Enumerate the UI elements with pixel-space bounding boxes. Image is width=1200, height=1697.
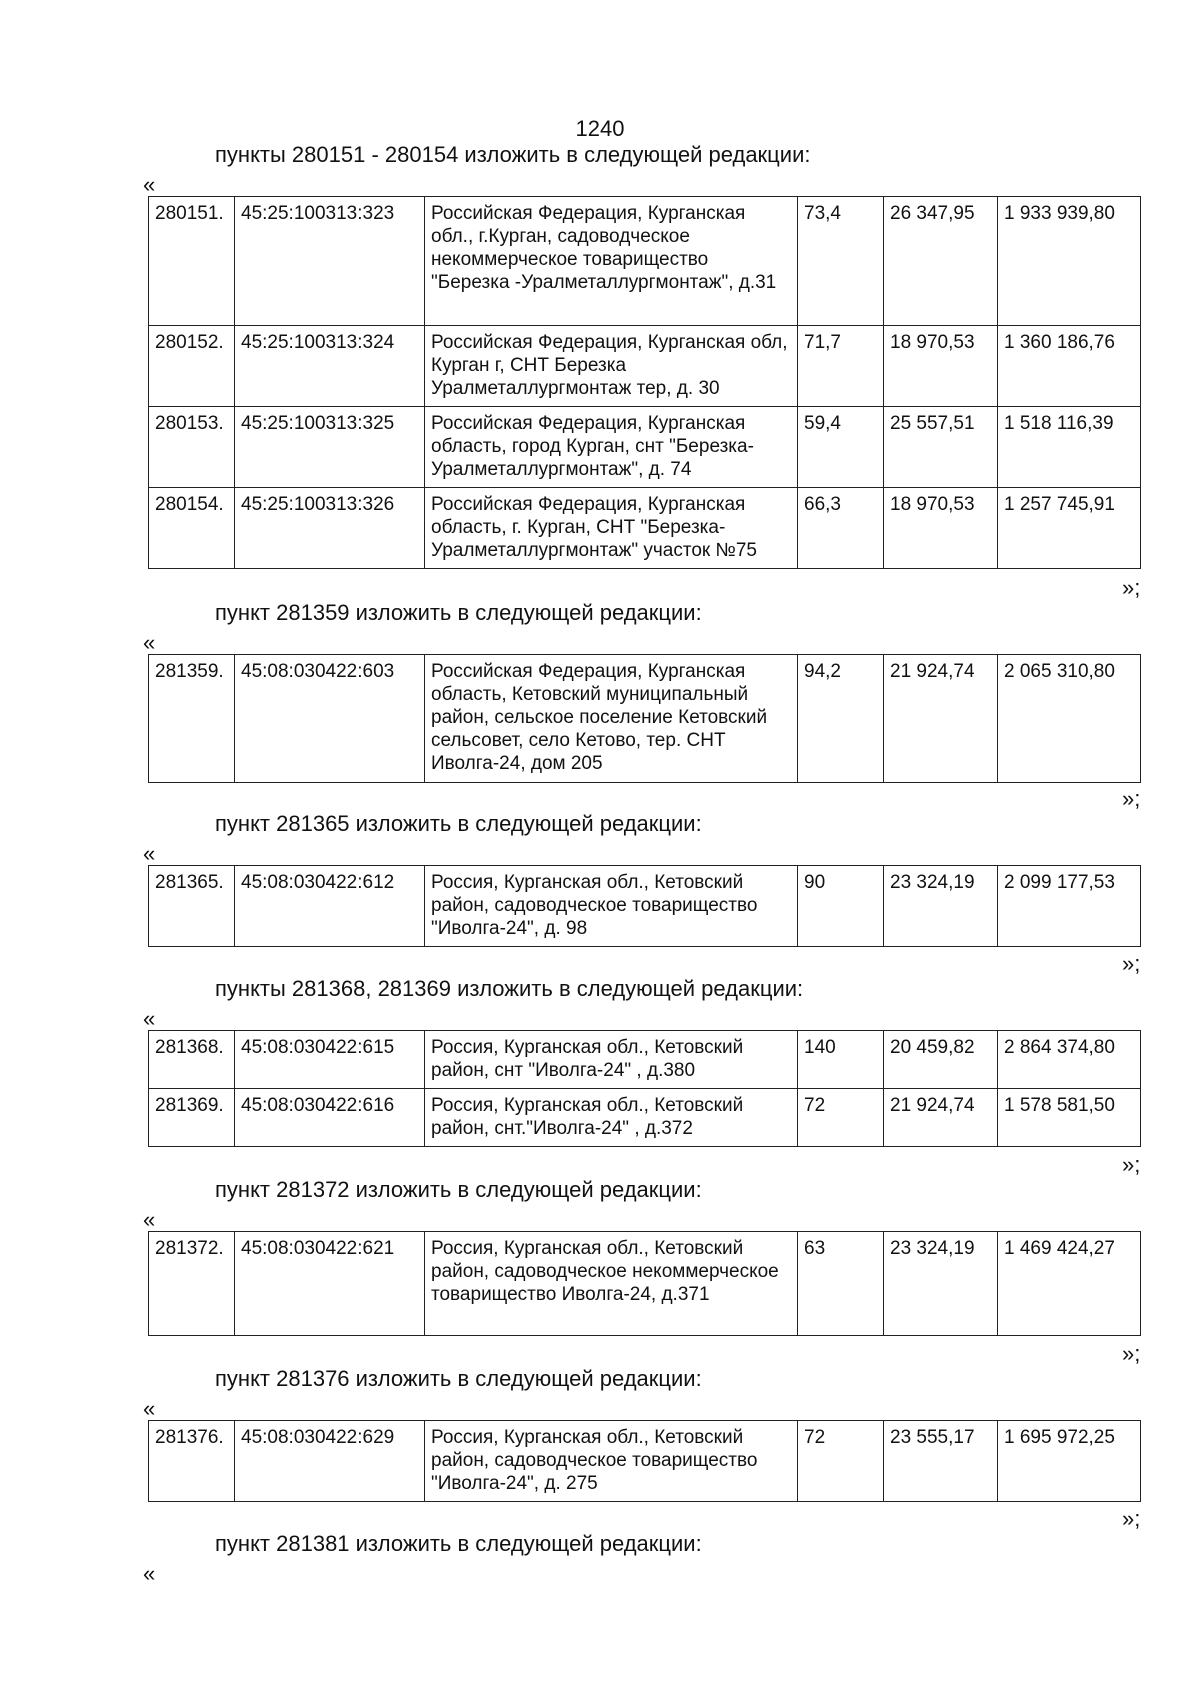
- cadastral-number: 45:25:100313:324: [235, 326, 425, 407]
- unit-price: 25 557,51: [884, 407, 998, 488]
- cadastral-number: 45:08:030422:616: [235, 1089, 425, 1147]
- section-intro: пункт 281381 изложить в следующей редакции:: [215, 1531, 702, 1556]
- address: Российская Федерация, Курганская обл, Курган г, СНТ Березка Уралметаллургмонтаж тер, д. 30: [425, 326, 798, 407]
- address: Российская Федерация, Курганская область, город Курган, снт "Березка-Уралметаллургмонтаж", д. 74: [425, 407, 798, 488]
- area: 90: [798, 866, 884, 947]
- open-quote: «: [143, 172, 156, 197]
- area: 73,4: [798, 197, 884, 326]
- unit-price: 20 459,82: [884, 1031, 998, 1089]
- row-number: 280153.: [149, 407, 235, 488]
- row-number: 280152.: [149, 326, 235, 407]
- cadastral-value: 1 578 581,50: [998, 1089, 1141, 1147]
- cadastral-value: 1 695 972,25: [998, 1421, 1141, 1502]
- close-quote: »;: [1122, 1152, 1141, 1177]
- unit-price: 21 924,74: [884, 655, 998, 783]
- cadastral-value: 2 864 374,80: [998, 1031, 1141, 1089]
- cadastral-number: 45:08:030422:603: [235, 655, 425, 783]
- table-row: [149, 326, 1141, 407]
- unit-price: 18 970,53: [884, 488, 998, 569]
- cadastral-value: 2 065 310,80: [998, 655, 1141, 783]
- cadastral-number: 45:08:030422:621: [235, 1232, 425, 1336]
- row-number: 281376.: [149, 1421, 235, 1502]
- data-table: [148, 1420, 1141, 1502]
- unit-price: 23 555,17: [884, 1421, 998, 1502]
- row-number: 281372.: [149, 1232, 235, 1336]
- open-quote: «: [143, 1396, 156, 1421]
- row-number: 281369.: [149, 1089, 235, 1147]
- section-intro: пункт 281365 изложить в следующей редакции:: [215, 811, 702, 836]
- area: 140: [798, 1031, 884, 1089]
- section-intro: пункт 281376 изложить в следующей редакции:: [215, 1366, 702, 1391]
- section-intro: пункт 281372 изложить в следующей редакции:: [215, 1177, 702, 1202]
- table-row: [149, 1089, 1141, 1147]
- address: Россия, Курганская обл., Кетовский район, садоводческое некоммерческое товарищество Иволга-24, д.371: [425, 1232, 798, 1336]
- cadastral-number: 45:08:030422:612: [235, 866, 425, 947]
- open-quote: «: [143, 630, 156, 655]
- cadastral-value: 1 469 424,27: [998, 1232, 1141, 1336]
- page-number: 1240: [575, 116, 625, 141]
- open-quote: «: [143, 841, 156, 866]
- cadastral-number: 45:08:030422:629: [235, 1421, 425, 1502]
- address: Россия, Курганская обл., Кетовский район, снт."Иволга-24" , д.372: [425, 1089, 798, 1147]
- table-row: [149, 1031, 1141, 1089]
- section-intro: пункты 281368, 281369 изложить в следующей редакции:: [215, 976, 804, 1001]
- row-number: 280154.: [149, 488, 235, 569]
- address: Россия, Курганская обл., Кетовский район, снт "Иволга-24" , д.380: [425, 1031, 798, 1089]
- data-table: [148, 1231, 1141, 1336]
- table-row: [149, 407, 1141, 488]
- cadastral-value: 2 099 177,53: [998, 866, 1141, 947]
- address: Россия, Курганская обл., Кетовский район, садоводческое товарищество "Иволга-24", д. 275: [425, 1421, 798, 1502]
- cadastral-value: 1 360 186,76: [998, 326, 1141, 407]
- cadastral-number: 45:25:100313:325: [235, 407, 425, 488]
- section-intro: пункты 280151 - 280154 изложить в следующей редакции:: [215, 142, 811, 167]
- section-intro: пункт 281359 изложить в следующей редакции:: [215, 600, 702, 625]
- area: 72: [798, 1089, 884, 1147]
- open-quote: «: [143, 1561, 156, 1586]
- unit-price: 26 347,95: [884, 197, 998, 326]
- area: 71,7: [798, 326, 884, 407]
- address: Российская Федерация, Курганская область, г. Курган, СНТ "Березка-Уралметаллургмонтаж" участок №75: [425, 488, 798, 569]
- data-table: [148, 865, 1141, 947]
- cadastral-number: 45:08:030422:615: [235, 1031, 425, 1089]
- unit-price: 23 324,19: [884, 866, 998, 947]
- close-quote: »;: [1122, 951, 1141, 976]
- row-number: 281365.: [149, 866, 235, 947]
- unit-price: 18 970,53: [884, 326, 998, 407]
- cadastral-number: 45:25:100313:326: [235, 488, 425, 569]
- address: Российская Федерация, Курганская обл., г.Курган, садоводческое некоммерческое товарищество "Березка -Уралметаллургмонтаж", д.31: [425, 197, 798, 326]
- table-row: [149, 488, 1141, 569]
- row-number: 281368.: [149, 1031, 235, 1089]
- table-row: [149, 1421, 1141, 1502]
- area: 59,4: [798, 407, 884, 488]
- close-quote: »;: [1122, 786, 1141, 811]
- close-quote: »;: [1122, 1506, 1141, 1531]
- area: 63: [798, 1232, 884, 1336]
- cadastral-number: 45:25:100313:323: [235, 197, 425, 326]
- area: 72: [798, 1421, 884, 1502]
- area: 66,3: [798, 488, 884, 569]
- cadastral-value: 1 933 939,80: [998, 197, 1141, 326]
- unit-price: 21 924,74: [884, 1089, 998, 1147]
- cadastral-value: 1 257 745,91: [998, 488, 1141, 569]
- close-quote: »;: [1122, 1341, 1141, 1366]
- cadastral-value: 1 518 116,39: [998, 407, 1141, 488]
- unit-price: 23 324,19: [884, 1232, 998, 1336]
- address: Россия, Курганская обл., Кетовский район, садоводческое товарищество "Иволга-24", д. 98: [425, 866, 798, 947]
- address: Российская Федерация, Курганская область, Кетовский муниципальный район, сельское поселение Кетовский сельсовет, село Кетово, тер. СНТ Иволга-24, дом 205: [425, 655, 798, 783]
- data-table: [148, 654, 1141, 783]
- table-row: [149, 866, 1141, 947]
- area: 94,2: [798, 655, 884, 783]
- row-number: 281359.: [149, 655, 235, 783]
- data-table: [148, 1030, 1141, 1147]
- open-quote: «: [143, 1006, 156, 1031]
- open-quote: «: [143, 1207, 156, 1232]
- row-number: 280151.: [149, 197, 235, 326]
- close-quote: »;: [1122, 575, 1141, 600]
- table-row: [149, 1232, 1141, 1336]
- table-row: [149, 197, 1141, 326]
- table-row: [149, 655, 1141, 783]
- data-table: [148, 196, 1141, 569]
